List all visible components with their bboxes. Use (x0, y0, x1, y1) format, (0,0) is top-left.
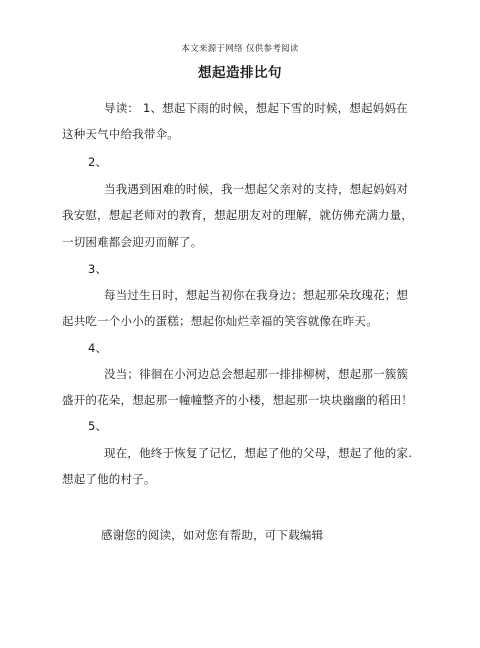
source-note: 本文来源于网络 仅供参考阅读 (181, 44, 299, 54)
paragraph-3-line-1: 每当过生日时，想起当初你在我身边；想起那朵玫瑰花；想 (104, 288, 409, 302)
paragraph-5-number: 5、 (88, 419, 108, 433)
footer-thanks: 感谢您的阅读，如对您有帮助，可下载编辑 (101, 528, 324, 542)
paragraph-4-line-1: 没当；徘徊在小河边总会想起那一排排柳树，想起那一簇簇 (104, 367, 409, 381)
paragraph-1-line-2: 这种天气中给我带伞。 (62, 127, 179, 141)
paragraph-3-line-2: 起共吃一个小小的蛋糕；想起你灿烂幸福的笑容就像在昨天。 (62, 314, 378, 328)
paragraph-2-line-3: 一切困难都会迎刃而解了。 (62, 235, 203, 249)
paragraph-5-line-1: 现在，他终于恢复了记忆，想起了他的父母，想起了他的家. (104, 446, 413, 460)
page-title: 想起造排比句 (198, 65, 282, 81)
paragraph-2-line-2: 我安慰，想起老师对的教育，想起朋友对的理解，就仿佛充满力量， (62, 208, 413, 222)
paragraph-4-line-2: 盛开的花朵，想起那一幢幢整齐的小楼，想起那一块块幽幽的稻田！ (62, 393, 413, 407)
paragraph-5-line-2: 想起了他的村子。 (62, 472, 156, 486)
paragraph-2-line-1: 当我遇到困难的时候，我一想起父亲对的支持，想起妈妈对 (104, 182, 409, 196)
paragraph-1-line-1: 导读： 1、想起下雨的时候，想起下雪的时候，想起妈妈在 (104, 101, 408, 115)
paragraph-2-number: 2、 (88, 155, 108, 169)
paragraph-4-number: 4、 (88, 341, 108, 355)
paragraph-3-number: 3、 (88, 262, 108, 276)
